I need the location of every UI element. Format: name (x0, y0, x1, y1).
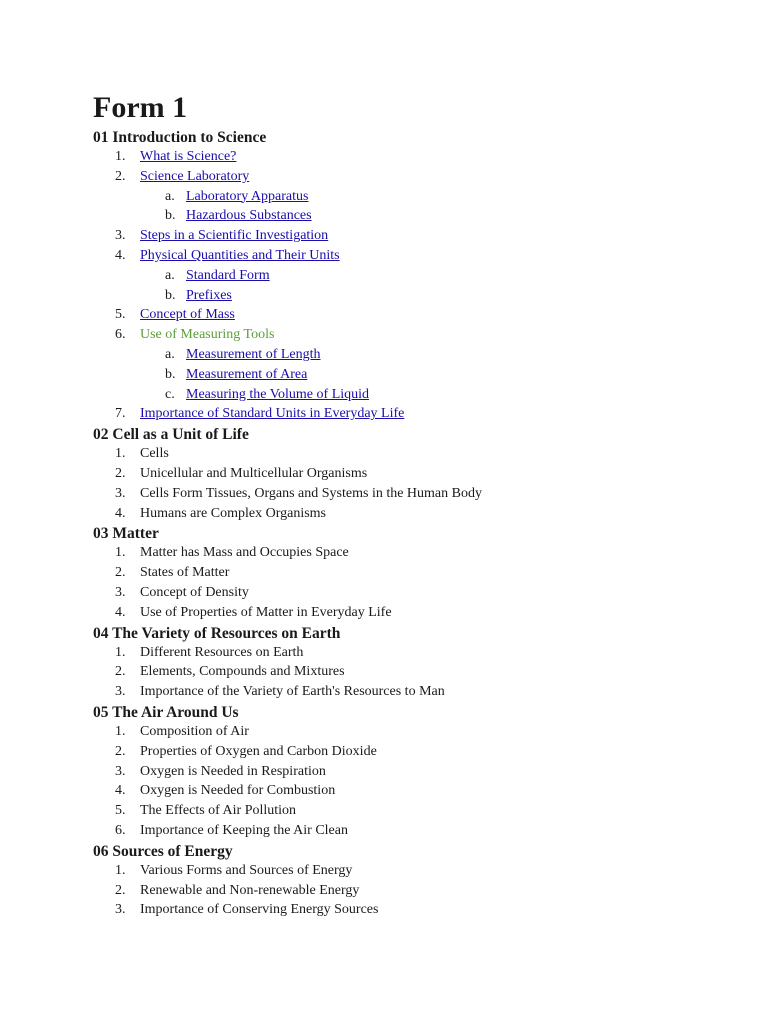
section-item-list (93, 147, 733, 424)
sub-item-letter: c. (165, 386, 175, 402)
subtopic-link[interactable]: Measurement of Area (186, 366, 308, 382)
list-item-text: Composition of Air (140, 723, 249, 739)
section-item-list (93, 543, 733, 622)
document (93, 88, 733, 920)
list-item (93, 662, 733, 682)
subtopic-link[interactable]: Measuring the Volume of Liquid (186, 386, 370, 402)
list-item-row (93, 246, 733, 266)
sub-list-item (93, 266, 733, 286)
topic-link[interactable]: Steps in a Scientific Investigation (140, 228, 329, 244)
list-item-number: 1. (115, 723, 126, 739)
list-item-text: The Effects of Air Pollution (140, 803, 297, 819)
list-item-row (93, 682, 733, 702)
sub-list-item (93, 365, 733, 385)
list-item (93, 583, 733, 603)
list-item (93, 444, 733, 464)
list-item-text: Various Forms and Sources of Energy (140, 862, 353, 878)
list-item (93, 881, 733, 901)
list-item-row (93, 305, 733, 325)
list-item-row (93, 643, 733, 663)
sub-item-list (93, 266, 733, 306)
list-item-row (93, 147, 733, 167)
list-item-row (93, 722, 733, 742)
section-heading: 03 Matter (93, 525, 159, 543)
list-item-row (93, 464, 733, 484)
list-item-number: 1. (115, 862, 126, 878)
sub-item-letter: a. (165, 188, 175, 204)
list-item-text: Oxygen is Needed for Combustion (140, 783, 336, 799)
list-item-number: 6. (115, 327, 126, 343)
list-item-text: Elements, Compounds and Mixtures (140, 664, 345, 680)
section-list (93, 128, 733, 920)
list-item-text: Humans are Complex Organisms (140, 505, 326, 521)
list-item-row (93, 762, 733, 782)
list-item (93, 801, 733, 821)
list-item-text: Importance of Conserving Energy Sources (140, 902, 379, 918)
list-item-number: 1. (115, 149, 126, 164)
list-item-row (93, 821, 733, 841)
topic-link[interactable]: What is Science? (140, 149, 237, 164)
sub-item-letter: b. (165, 287, 176, 303)
list-item-text: Oxygen is Needed in Respiration (140, 763, 326, 779)
list-item-number: 3. (115, 902, 126, 918)
list-item (93, 900, 733, 920)
list-item (93, 762, 733, 782)
subtopic-link[interactable]: Prefixes (186, 287, 232, 303)
list-item-row (93, 404, 733, 424)
list-item-number: 4. (115, 604, 126, 620)
section-heading: 05 The Air Around Us (93, 703, 239, 721)
list-item (93, 246, 733, 305)
list-item (93, 821, 733, 841)
list-item (93, 781, 733, 801)
list-item (93, 682, 733, 702)
sub-list-item (93, 345, 733, 365)
section-item-list (93, 444, 733, 523)
sub-item-letter: b. (165, 366, 176, 382)
sub-item-list (93, 187, 733, 227)
list-item (93, 226, 733, 246)
list-item-number: 3. (115, 584, 126, 600)
list-item-row (93, 742, 733, 762)
list-item-number: 4. (115, 505, 126, 521)
topic-link[interactable]: Physical Quantities and Their Units (140, 247, 340, 263)
list-item-text: Properties of Oxygen and Carbon Dioxide (140, 743, 377, 759)
list-item-row (93, 543, 733, 563)
list-item-text: Renewable and Non-renewable Energy (140, 882, 360, 898)
list-item-number: 2. (115, 664, 126, 680)
list-item-number: 3. (115, 485, 126, 501)
section-item-list (93, 722, 733, 841)
sub-item-letter: b. (165, 208, 176, 224)
section-heading: 04 The Variety of Resources on Earth (93, 624, 341, 642)
section-item-list (93, 861, 733, 920)
list-item (93, 305, 733, 325)
list-item-text: Use of Properties of Matter in Everyday Life (140, 604, 392, 620)
list-item (93, 603, 733, 623)
list-item-number: 5. (115, 803, 126, 819)
list-item-text: Cells (140, 446, 169, 462)
list-item (93, 147, 733, 167)
list-item-text: Different Resources on Earth (140, 644, 304, 660)
list-item-number: 3. (115, 763, 126, 779)
list-item (93, 742, 733, 762)
sub-item-list (93, 345, 733, 404)
list-item (93, 504, 733, 524)
topic-link[interactable]: Importance of Standard Units in Everyday Life (140, 406, 405, 422)
list-item-number: 4. (115, 247, 126, 263)
sub-list-item (93, 206, 733, 226)
list-item (93, 861, 733, 881)
list-item-number: 1. (115, 644, 126, 660)
list-item (93, 464, 733, 484)
list-item-text: Importance of Keeping the Air Clean (140, 822, 348, 838)
list-item-text: Matter has Mass and Occupies Space (140, 545, 349, 561)
list-item-row (93, 861, 733, 881)
list-item-row (93, 325, 733, 345)
list-item (93, 563, 733, 583)
list-item-number: 2. (115, 882, 126, 898)
list-item (93, 167, 733, 226)
list-item-row (93, 662, 733, 682)
sub-item-letter: a. (165, 267, 175, 283)
list-item-number: 7. (115, 406, 126, 422)
list-item-number: 2. (115, 743, 126, 759)
topic-link[interactable]: Science Laboratory (140, 168, 250, 184)
list-item-row (93, 603, 733, 623)
list-item-row (93, 484, 733, 504)
list-item (93, 325, 733, 404)
list-item-number: 2. (115, 465, 126, 481)
list-item-number: 2. (115, 565, 126, 581)
list-item-number: 1. (115, 446, 126, 462)
list-item-row (93, 167, 733, 187)
list-item-row (93, 781, 733, 801)
list-item-text: Importance of the Variety of Earth's Resources to Man (140, 684, 445, 700)
list-item-text: Cells Form Tissues, Organs and Systems in the Human Body (140, 485, 482, 501)
list-item-text: Concept of Density (140, 584, 249, 600)
list-item (93, 484, 733, 504)
list-item-number: 3. (115, 228, 126, 244)
subtopic-link[interactable]: Hazardous Substances (186, 208, 312, 224)
section-heading: 01 Introduction to Science (93, 129, 267, 146)
list-item-number: 6. (115, 822, 126, 838)
subtopic-link[interactable]: Laboratory Apparatus (186, 188, 309, 204)
section-heading: 02 Cell as a Unit of Life (93, 426, 249, 444)
list-item-row (93, 881, 733, 901)
list-item-row (93, 900, 733, 920)
list-item-row (93, 583, 733, 603)
list-item (93, 543, 733, 563)
list-item-row (93, 226, 733, 246)
list-item-row (93, 801, 733, 821)
list-item-text: Unicellular and Multicellular Organisms (140, 465, 368, 481)
list-item-text: Use of Measuring Tools (140, 327, 275, 343)
list-item-number: 2. (115, 168, 126, 184)
list-item (93, 643, 733, 663)
list-item-row (93, 563, 733, 583)
list-item-number: 1. (115, 545, 126, 561)
list-item (93, 722, 733, 742)
section-item-list (93, 643, 733, 702)
list-item-number: 4. (115, 783, 126, 799)
list-item-row (93, 504, 733, 524)
subtopic-link[interactable]: Measurement of Length (186, 346, 321, 362)
list-item-row (93, 444, 733, 464)
list-item (93, 404, 733, 424)
list-item-number: 5. (115, 307, 126, 323)
page-title: Form 1 (93, 91, 188, 124)
subtopic-link[interactable]: Standard Form (186, 267, 270, 283)
list-item-number: 3. (115, 684, 126, 700)
sub-list-item (93, 286, 733, 306)
sub-list-item (93, 187, 733, 207)
sub-list-item (93, 385, 733, 405)
section-heading: 06 Sources of Energy (93, 842, 233, 860)
topic-link[interactable]: Concept of Mass (140, 307, 235, 323)
list-item-text: States of Matter (140, 565, 230, 581)
sub-item-letter: a. (165, 346, 175, 362)
